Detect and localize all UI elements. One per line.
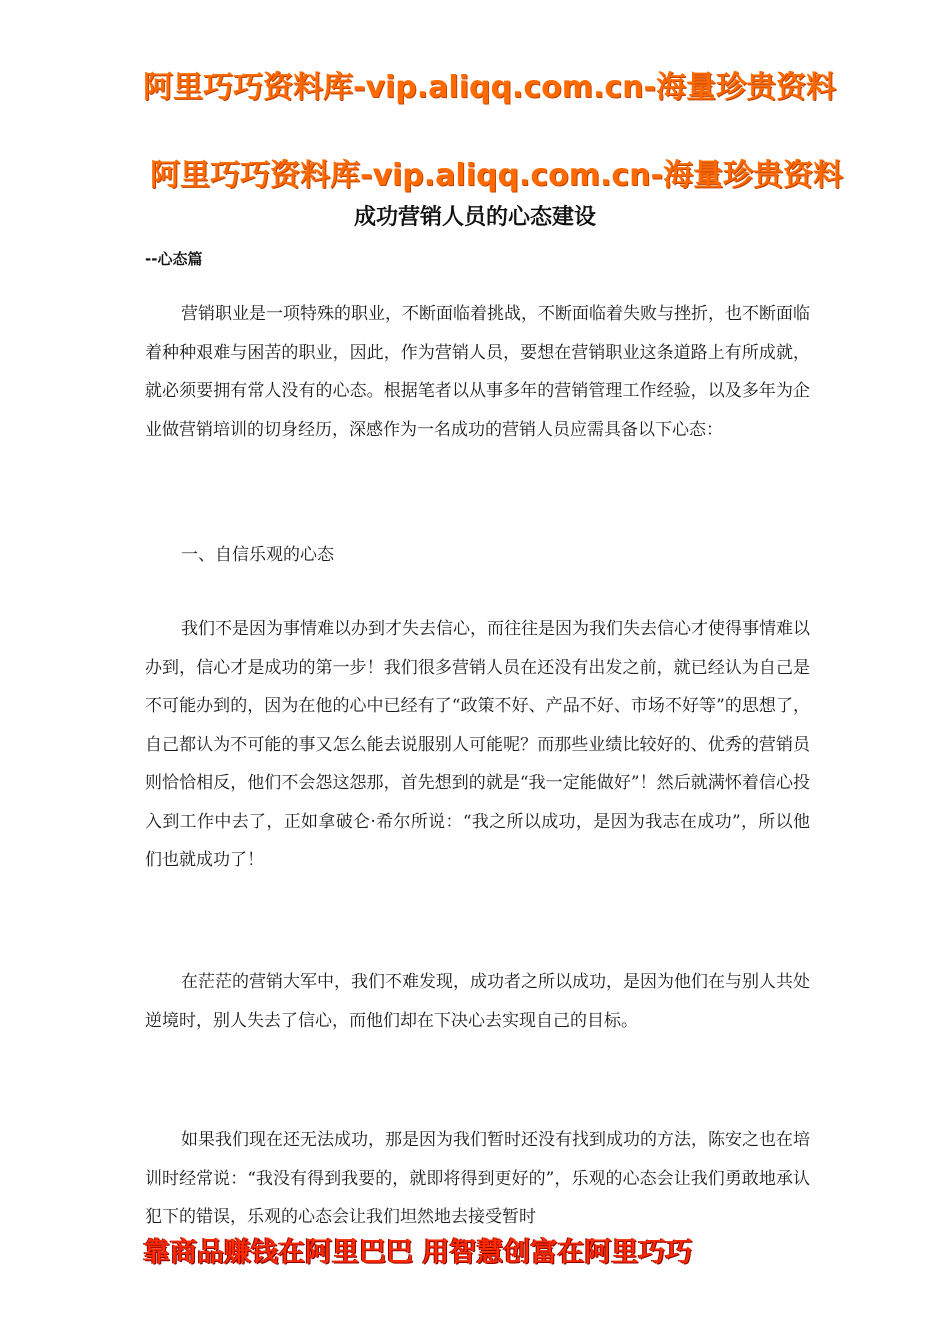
- document-subtitle: --心态篇: [145, 250, 203, 268]
- body-paragraph-1: 我们不是因为事情难以办到才失去信心，而往往是因为我们失去信心才使得事情难以办到，信心才是成功的第一步！我们很多营销人员在还没有出发之前，就已经认为自己是不可能办到的，因为在他的心中已经有了“政策不好、产品不好、市场不好等”的思想了，自己都认为不可能的事又怎么能去说服别人可能呢？而那些业绩比较好的、优秀的营销员则恰恰相反，他们不会怨这怨那，首先想到的就是“我一定能做好”！然后就满怀着信心投入到工作中去了，正如拿破仑·希尔所说：“我之所以成功，是因为我志在成功”，所以他们也就成功了！: [145, 619, 810, 870]
- header-banner-second: 阿里巧巧资料库-vip.aliqq.com.cn-海量珍贵资料: [150, 158, 843, 193]
- section-heading: 一、自信乐观的心态: [181, 545, 334, 565]
- header-banner-top: 阿里巧巧资料库-vip.aliqq.com.cn-海量珍贵资料: [143, 70, 836, 105]
- intro-paragraph: 营销职业是一项特殊的职业，不断面临着挑战，不断面临着失败与挫折，也不断面临着种种艰难与困苦的职业，因此，作为营销人员，要想在营销职业这条道路上有所成就，就必须要拥有常人没有的心态。根据笔者以从事多年的营销管理工作经验，以及多年为企业做营销培训的切身经历，深感作为一名成功的营销人员应需具备以下心态：: [145, 304, 810, 440]
- body-paragraph-2: 在茫茫的营销大军中，我们不难发现，成功者之所以成功，是因为他们在与别人共处逆境时，别人失去了信心，而他们却在下决心去实现自己的目标。: [145, 972, 810, 1031]
- body-paragraph-3: 如果我们现在还无法成功，那是因为我们暂时还没有找到成功的方法，陈安之也在培训时经常说：“我没有得到我要的，就即将得到更好的”，乐观的心态会让我们勇敢地承认犯下的错误，乐观的心态会让我们坦然地去接受暂时: [145, 1130, 810, 1227]
- footer-banner: 靠商品赚钱在阿里巴巴 用智慧创富在阿里巧巧: [143, 1237, 693, 1268]
- document-title: 成功营销人员的心态建设: [353, 205, 596, 230]
